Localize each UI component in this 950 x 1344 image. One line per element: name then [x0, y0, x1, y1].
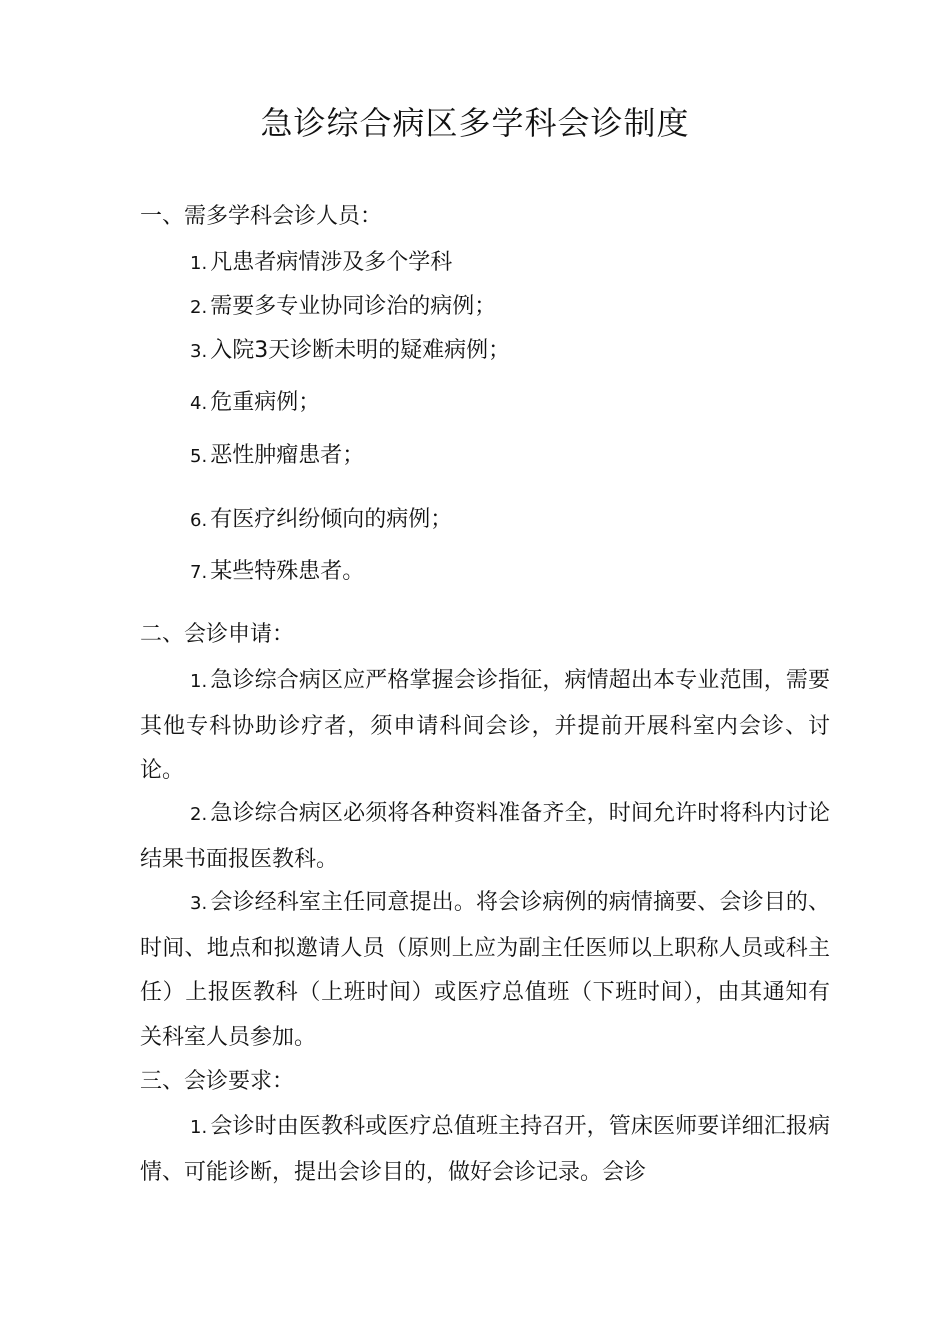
item-number: 2.: [190, 804, 208, 825]
paragraph: [140, 1105, 830, 1195]
item-text: 急诊综合病区必须将各种资料准备齐全，时间允许时将科内讨论结果书面报医教科。: [140, 801, 830, 872]
paragraph: [140, 881, 830, 1060]
list-item: [190, 441, 364, 472]
list-item: [190, 388, 320, 419]
item-number: 1.: [190, 253, 208, 274]
item-text: 急诊综合病区应严格掌握会诊指征，病情超出本专业范围，需要其他专科协助诊疗者，须申请科间会诊，并提前开展科室内会诊、讨论。: [140, 668, 830, 783]
list-item: [190, 505, 452, 536]
list-item: [190, 292, 496, 323]
item-text: 有医疗纠纷倾向的病例；: [210, 507, 453, 532]
list-item: [190, 336, 510, 367]
item-number: 1.: [190, 671, 208, 692]
item-text: 危重病例；: [210, 390, 321, 415]
item-number: 4.: [190, 393, 208, 414]
item-text: 某些特殊患者。: [210, 559, 365, 584]
item-text: 凡患者病情涉及多个学科: [210, 250, 453, 275]
item-number: 6.: [190, 510, 208, 531]
section-heading-3: 三、会诊要求：: [140, 1069, 295, 1094]
item-number: 2.: [190, 297, 208, 318]
list-item: [190, 557, 364, 588]
paragraph: [140, 659, 830, 794]
item-number: 3.: [190, 341, 208, 362]
item-text: 会诊经科室主任同意提出。将会诊病例的病情摘要、会诊目的、时间、地点和拟邀请人员（原则上应为副主任医师以上职称人员或科主任）上报医教科（上班时间）或医疗总值班（下班时间），由其通知有关科室人员参加。: [140, 890, 830, 1050]
item-number: 1.: [190, 1117, 208, 1138]
paragraph: [140, 792, 830, 882]
item-number: 7.: [190, 562, 208, 583]
item-text: 需要多专业协同诊治的病例；: [210, 294, 497, 319]
item-number: 5.: [190, 446, 208, 467]
list-item: [190, 248, 452, 279]
item-text: 会诊时由医教科或医疗总值班主持召开，管床医师要详细汇报病情、可能诊断，提出会诊目的，做好会诊记录。会诊: [140, 1114, 830, 1185]
document-title: 急诊综合病区多学科会诊制度: [260, 104, 690, 142]
item-text: 恶性肿瘤患者；: [210, 443, 365, 468]
section-heading-2: 二、会诊申请：: [140, 622, 295, 647]
section-heading-1: 一、需多学科会诊人员：: [140, 204, 383, 229]
item-text: 入院3天诊断未明的疑难病例；: [210, 338, 511, 363]
item-number: 3.: [190, 893, 208, 914]
